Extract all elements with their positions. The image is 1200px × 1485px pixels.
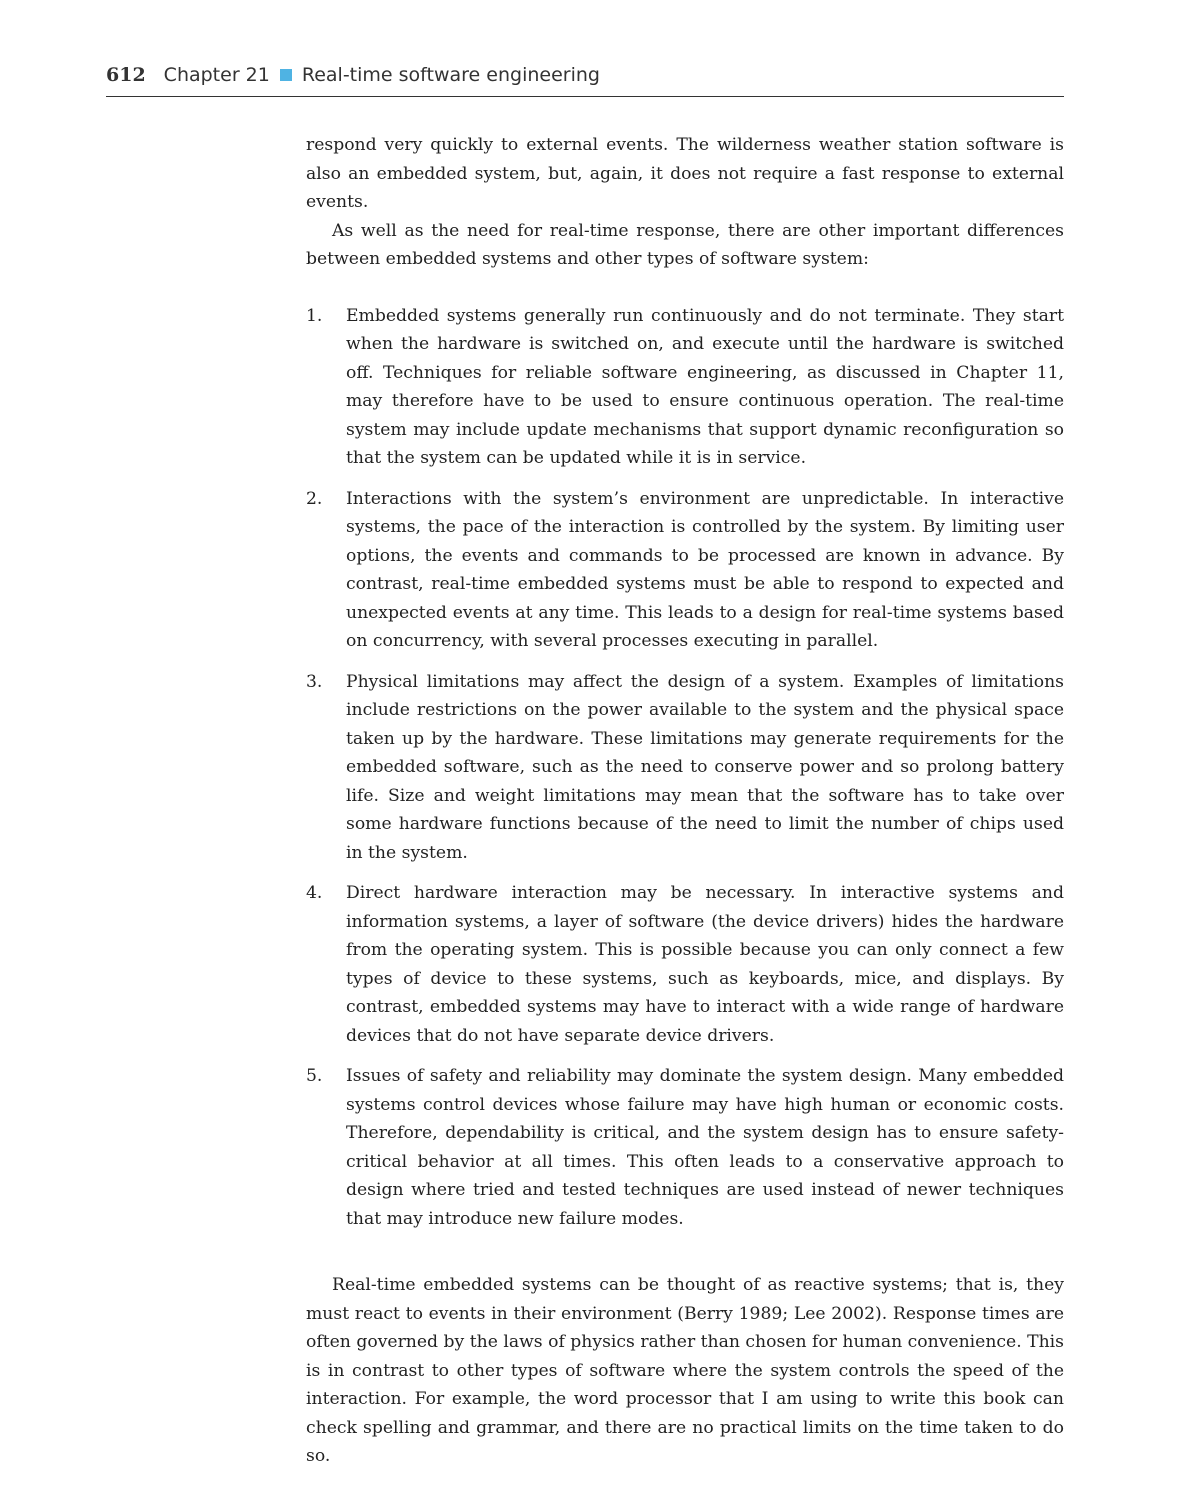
spacer (306, 274, 1064, 302)
running-header (106, 60, 1064, 97)
list-item-text: Physical limitations may affect the design of a system. Examples of limitations include restrictions on the power available to the system and the physical space taken up by the hardware. These limitations may generate requirements for the embedded software, such as the need to conserve power and so prolong battery life. Size and weight limitations may mean that the software has to take over some hardware functions because of the need to limit the number of chips used in the system. (346, 671, 1064, 863)
list-item (306, 879, 1064, 1050)
spacer (306, 1245, 1064, 1271)
list-item-text: Interactions with the system’s environment are unpredictable. In interactive systems, the pace of the interaction is controlled by the system. By limiting user options, the events and commands to be processed are known in advance. By contrast, real-time embedded systems must be able to respond to expected and unexpected events at any time. This leads to a design for real-time systems based on concurrency, with several processes executing in parallel. (346, 488, 1064, 651)
list-item (306, 302, 1064, 473)
list-item (306, 485, 1064, 656)
list-item-number: 5. (306, 1066, 323, 1086)
paragraph-final: Real-time embedded systems can be thought of as reactive systems; that is, they must react to events in their environment (Berry 1989; Lee 2002). Response times are often governed by the laws of physics rather than chosen for human convenience. This is in contrast to other types of software where the system controls the speed of the interaction. For example, the word processor that I am using to write this book can check spelling and grammar, and there are no practical limits on the time taken to do so. (306, 1275, 1064, 1466)
chapter-label: Chapter 21 (163, 64, 270, 86)
list-item-text: Embedded systems generally run continuously and do not terminate. They start when the hardware is switched on, and execute until the hardware is switched off. Techniques for reliable software engineering, as discussed in Chapter 11, may therefore have to be used to ensure continuous operation. The real-time system may include update mechanisms that support dynamic reconfiguration so that the system can be updated while it is in service. (346, 305, 1064, 468)
list-item-text: Issues of safety and reliability may dominate the system design. Many embedded systems control devices whose failure may have high human or economic costs. Therefore, dependability is critical, and the system design has to ensure safety-critical behavior at all times. This often leads to a conservative approach to design where tried and tested techniques are used instead of newer techniques that may introduce new failure modes. (346, 1066, 1064, 1229)
square-bullet-icon (280, 69, 292, 81)
numbered-list (306, 302, 1064, 1234)
list-item (306, 668, 1064, 868)
list-item-number: 1. (306, 305, 323, 326)
body-text (306, 131, 1064, 1471)
paragraph-intro: As well as the need for real-time response, there are other important differences between embedded systems and other types of software system: (306, 220, 1064, 269)
list-item-number: 4. (306, 883, 323, 903)
chapter-title: Real-time software engineering (301, 64, 600, 86)
list-item-number: 3. (306, 671, 323, 692)
list-item (306, 1062, 1064, 1233)
list-item-number: 2. (306, 488, 323, 509)
page-number: 612 (106, 64, 146, 86)
paragraph-continued: respond very quickly to external events. The wilderness weather station software is also an embedded system, but, again, it does not require a fast response to external events. (306, 135, 1064, 212)
list-item-text: Direct hardware interaction may be necessary. In interactive systems and information systems, a layer of software (the device drivers) hides the hardware from the operating system. This is possible because you can only connect a few types of device to these systems, such as keyboards, mice, and displays. By contrast, embedded systems may have to interact with a wide range of hardware devices that do not have separate device drivers. (346, 883, 1064, 1046)
